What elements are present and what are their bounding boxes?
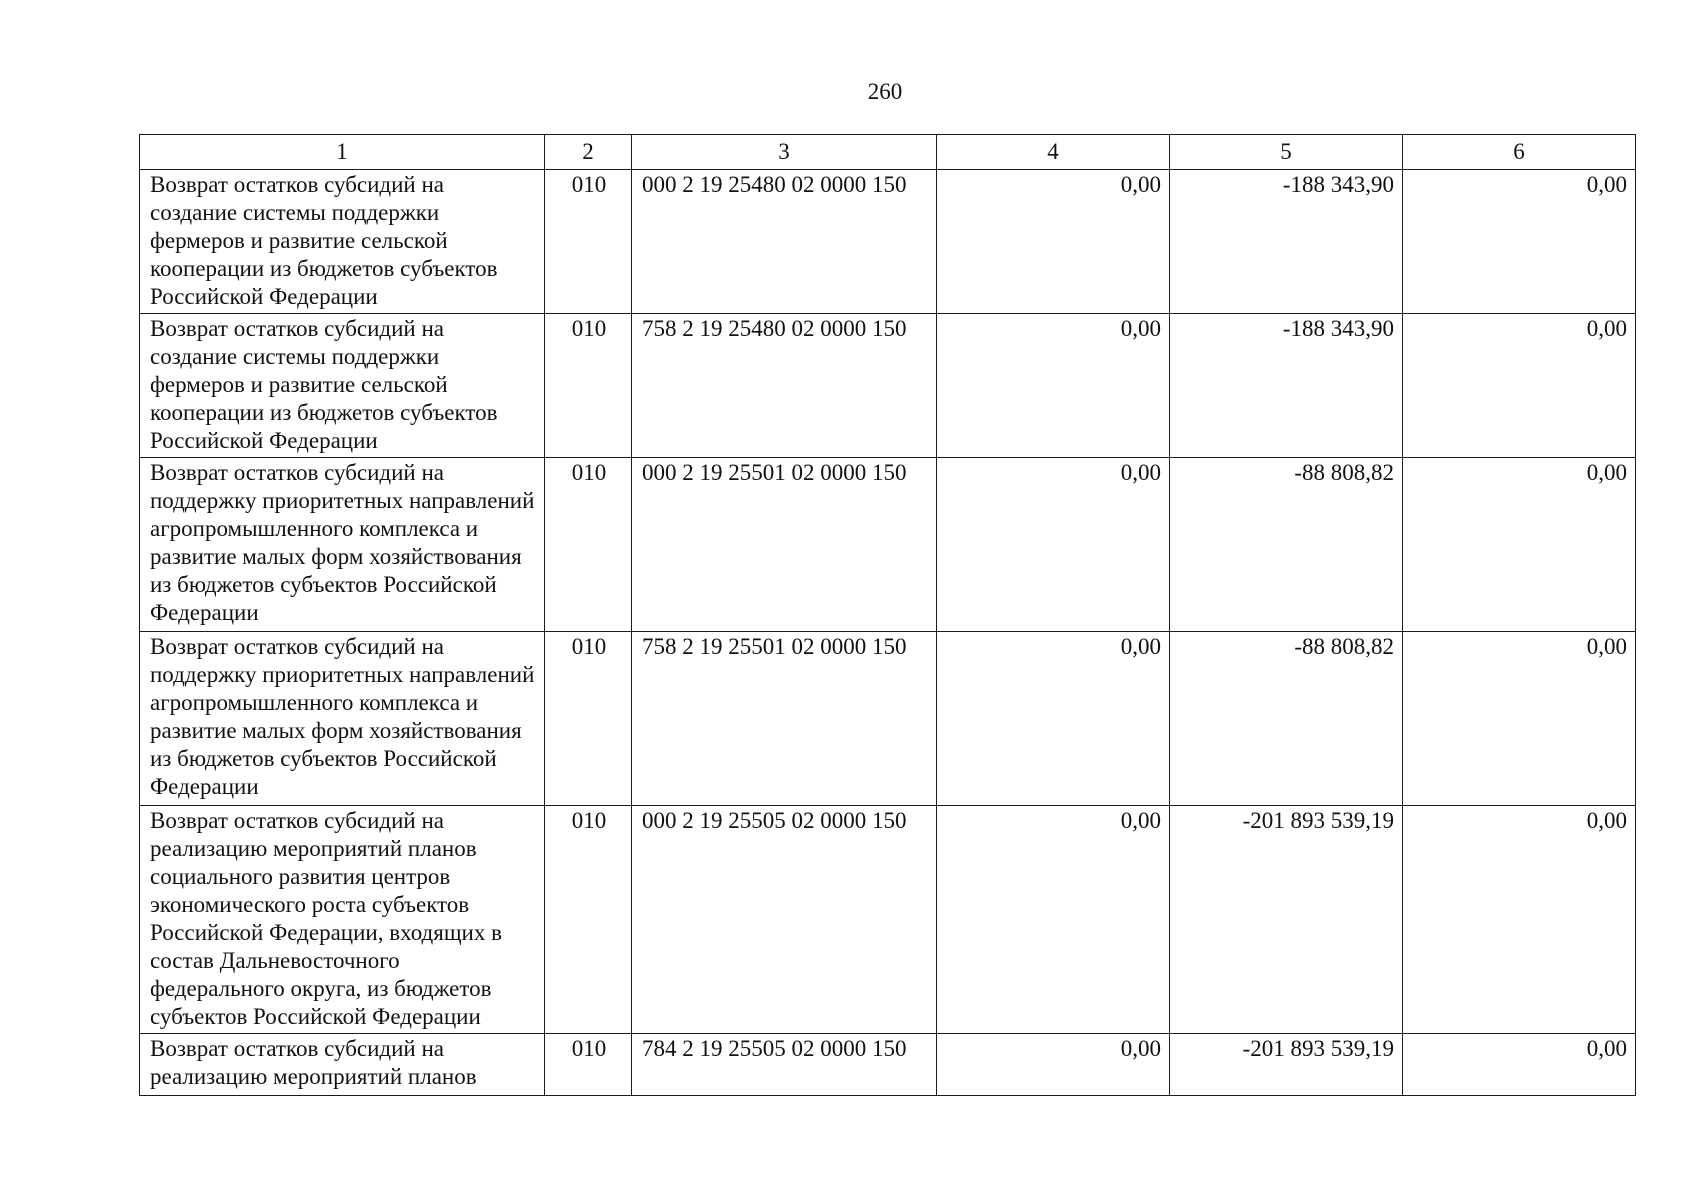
row-kbk: 784 2 19 25505 02 0000 150	[632, 1034, 937, 1096]
page-number: 260	[867, 79, 903, 104]
row-col5: -201 893 539,19	[1170, 1034, 1403, 1096]
row-name: Возврат остатков субсидий на поддержку приоритетных направлений агропромышленного комплекса и развитие малых форм хозяйствования из бюджетов субъектов Российской Федерации	[140, 632, 545, 806]
row-col5: -188 343,90	[1170, 170, 1403, 314]
row-col5: -88 808,82	[1170, 458, 1403, 632]
row-kbk: 000 2 19 25480 02 0000 150	[632, 170, 937, 314]
row-col5: -88 808,82	[1170, 632, 1403, 806]
row-code: 010	[545, 806, 632, 1034]
header-row	[140, 135, 1636, 170]
budget-table	[139, 134, 1636, 1096]
row-col4: 0,00	[937, 806, 1170, 1034]
row-code: 010	[545, 314, 632, 458]
row-col6: 0,00	[1403, 632, 1636, 806]
row-col6: 0,00	[1403, 806, 1636, 1034]
header-col-4: 4	[937, 135, 1170, 170]
row-col4: 0,00	[937, 458, 1170, 632]
header-col-1: 1	[140, 135, 545, 170]
row-name: Возврат остатков субсидий на создание системы поддержки фермеров и развитие сельской кооперации из бюджетов субъектов Российской Федерации	[140, 314, 545, 458]
table-header	[140, 135, 1636, 170]
row-name: Возврат остатков субсидий на реализацию мероприятий планов социального развития центров экономического роста субъектов Российской Федерации, входящих в состав Дальневосточного федерального округа, из бюджетов субъектов Российской Федерации	[140, 806, 545, 1034]
row-name: Возврат остатков субсидий на создание системы поддержки фермеров и развитие сельской кооперации из бюджетов субъектов Российской Федерации	[140, 170, 545, 314]
row-code: 010	[545, 170, 632, 314]
row-col4: 0,00	[937, 314, 1170, 458]
row-code: 010	[545, 632, 632, 806]
table-row	[140, 806, 1636, 1034]
header-col-5: 5	[1170, 135, 1403, 170]
row-kbk: 758 2 19 25480 02 0000 150	[632, 314, 937, 458]
row-code: 010	[545, 1034, 632, 1096]
table-row	[140, 314, 1636, 458]
row-kbk: 000 2 19 25501 02 0000 150	[632, 458, 937, 632]
row-col6: 0,00	[1403, 314, 1636, 458]
row-kbk: 758 2 19 25501 02 0000 150	[632, 632, 937, 806]
row-col6: 0,00	[1403, 458, 1636, 632]
row-kbk: 000 2 19 25505 02 0000 150	[632, 806, 937, 1034]
header-col-3: 3	[632, 135, 937, 170]
row-col6: 0,00	[1403, 1034, 1636, 1096]
row-col4: 0,00	[937, 632, 1170, 806]
header-col-2: 2	[545, 135, 632, 170]
row-col4: 0,00	[937, 1034, 1170, 1096]
row-name: Возврат остатков субсидий на реализацию мероприятий планов	[140, 1034, 545, 1096]
table-body	[140, 170, 1636, 1096]
row-name: Возврат остатков субсидий на поддержку приоритетных направлений агропромышленного комплекса и развитие малых форм хозяйствования из бюджетов субъектов Российской Федерации	[140, 458, 545, 632]
row-code: 010	[545, 458, 632, 632]
row-col4: 0,00	[937, 170, 1170, 314]
row-col5: -201 893 539,19	[1170, 806, 1403, 1034]
table-row	[140, 170, 1636, 314]
header-col-6: 6	[1403, 135, 1636, 170]
table-row	[140, 632, 1636, 806]
row-col5: -188 343,90	[1170, 314, 1403, 458]
table-row	[140, 1034, 1636, 1096]
table-row	[140, 458, 1636, 632]
row-col6: 0,00	[1403, 170, 1636, 314]
